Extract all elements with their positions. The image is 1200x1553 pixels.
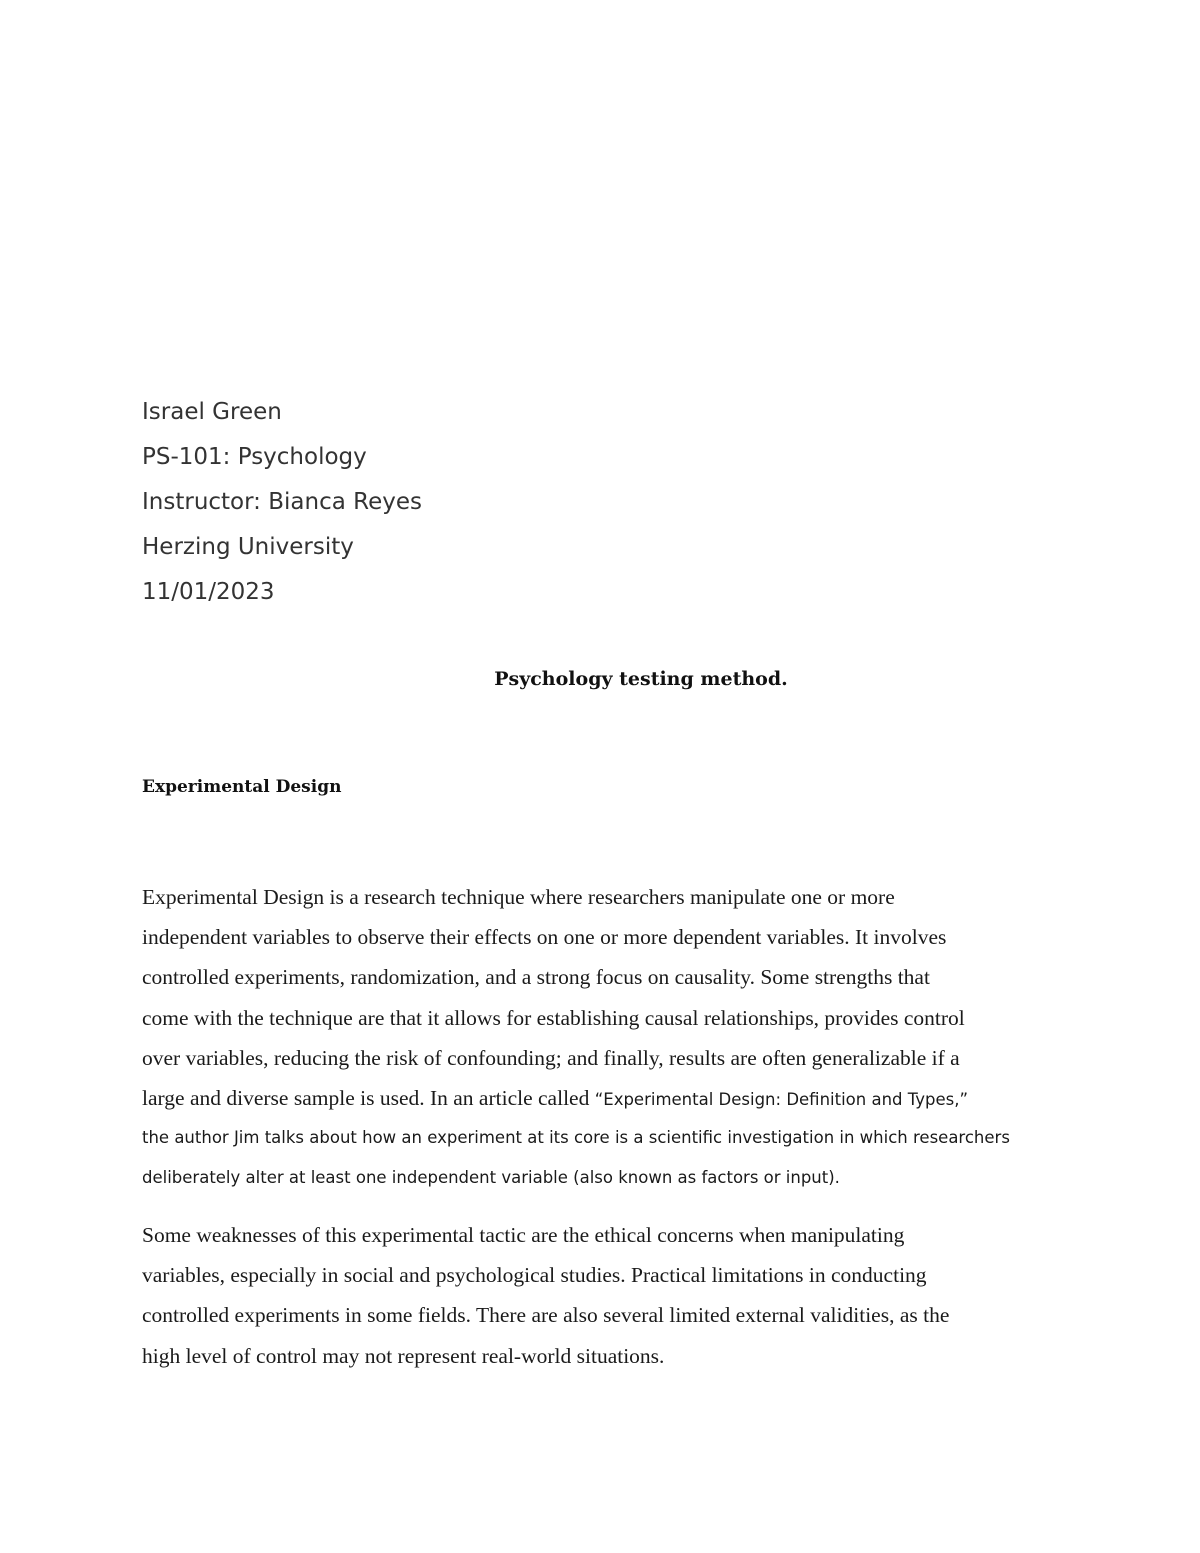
paragraph-line xyxy=(142,1078,1062,1118)
document-date: 11/01/2023 xyxy=(142,579,275,605)
paragraph-2 xyxy=(142,1215,1062,1376)
paragraph-line: controlled experiments in some fields. There are also several limited external validities, as the xyxy=(142,1303,950,1328)
paragraph-line: controlled experiments, randomization, and a strong focus on causality. Some strengths that xyxy=(142,965,930,990)
header-block xyxy=(142,395,422,620)
instructor-name: Instructor: Bianca Reyes xyxy=(142,489,422,515)
paragraph-line: Some weaknesses of this experimental tactic are the ethical concerns when manipulating xyxy=(142,1223,905,1247)
paragraph-text-run: large and diverse sample is used. In an article called xyxy=(142,1085,595,1110)
paragraph-line: Experimental Design is a research technique where researchers manipulate one or more xyxy=(142,885,895,909)
document-title: Psychology testing method. xyxy=(494,668,788,690)
school-name: Herzing University xyxy=(142,534,354,560)
course-name: PS-101: Psychology xyxy=(142,444,367,470)
paragraph-line: deliberately alter at least one independent variable (also known as factors or input). xyxy=(142,1168,840,1188)
student-name: Israel Green xyxy=(142,399,282,425)
article-title-quote: “Experimental Design: Definition and Types,” xyxy=(594,1089,969,1109)
paragraph-line: the author Jim talks about how an experiment at its core is a scientific investigation in which researchers xyxy=(142,1128,1010,1148)
paragraph-line: variables, especially in social and psychological studies. Practical limitations in conducting xyxy=(142,1263,927,1288)
paragraph-line: come with the technique are that it allows for establishing causal relationships, provides control xyxy=(142,1005,965,1030)
paragraph-1 xyxy=(142,877,1062,1199)
section-heading: Experimental Design xyxy=(142,777,342,797)
paragraph-line: high level of control may not represent real-world situations. xyxy=(142,1343,665,1368)
paragraph-line: over variables, reducing the risk of confounding; and finally, results are often generalizable if a xyxy=(142,1045,960,1070)
paragraph-line: independent variables to observe their effects on one or more dependent variables. It involves xyxy=(142,925,947,950)
